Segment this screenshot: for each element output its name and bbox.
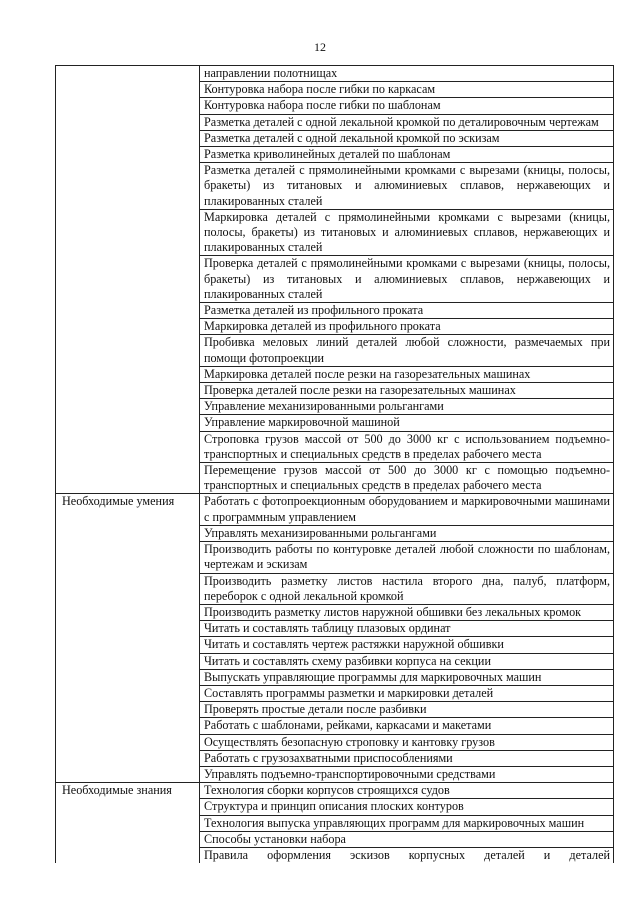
- section-item: Проверять простые детали после разбивки: [200, 702, 614, 718]
- section-item: Составлять программы разметки и маркировки деталей: [200, 685, 614, 701]
- section-item: Пробивка меловых линий деталей любой сложности, размечаемых при помощи фотопроекции: [200, 335, 614, 366]
- table-row: [56, 494, 614, 525]
- section-item: Производить разметку листов настила второго дна, палуб, платформ, переборок с одной лекальной кромкой: [200, 573, 614, 604]
- section-item: Управление механизированными рольгангами: [200, 399, 614, 415]
- section-item: Проверка деталей после резки на газорезательных машинах: [200, 383, 614, 399]
- section-item: Выпускать управляющие программы для маркировочных машин: [200, 669, 614, 685]
- section-item: Читать и составлять таблицу плазовых ординат: [200, 621, 614, 637]
- table-row: [56, 66, 614, 82]
- section-category: [56, 66, 200, 494]
- section-item: Читать и составлять чертеж растяжки наружной обшивки: [200, 637, 614, 653]
- table-row: [56, 783, 614, 799]
- section-item: Работать с грузозахватными приспособлениями: [200, 750, 614, 766]
- section-item: Разметка деталей с одной лекальной кромкой по эскизам: [200, 130, 614, 146]
- section-item: Структура и принцип описания плоских контуров: [200, 799, 614, 815]
- section-category: Необходимые знания: [56, 783, 200, 864]
- section-item: Разметка криволинейных деталей по шаблонам: [200, 147, 614, 163]
- section-item: Производить разметку листов наружной обшивки без лекальных кромок: [200, 604, 614, 620]
- section-item: Маркировка деталей после резки на газорезательных машинах: [200, 366, 614, 382]
- section-item: Управление маркировочной машиной: [200, 415, 614, 431]
- section-item: Работать с фотопроекционным оборудованием и маркировочными машинами с программным управлением: [200, 494, 614, 525]
- section-item: Управлять механизированными рольгангами: [200, 525, 614, 541]
- section-item: Технология сборки корпусов строящихся судов: [200, 783, 614, 799]
- section-item: Контуровка набора после гибки по шаблонам: [200, 98, 614, 114]
- section-item: Разметка деталей с одной лекальной кромкой по деталировочным чертежам: [200, 114, 614, 130]
- section-item: Маркировка деталей с прямолинейными кромками с вырезами (кницы, полосы, бракеты) из титановых и алюминиевых сплавов, нержавеющих и плакированных сталей: [200, 209, 614, 256]
- section-item: Правила оформления эскизов корпусных деталей и деталей: [200, 847, 614, 863]
- section-item: Строповка грузов массой от 500 до 3000 кг с использованием подъемно-транспортных и специальных средств в пределах рабочего места: [200, 431, 614, 462]
- page-number: 12: [314, 40, 326, 54]
- section-item: Контуровка набора после гибки по каркасам: [200, 82, 614, 98]
- section-item: Маркировка деталей из профильного проката: [200, 319, 614, 335]
- section-item: Разметка деталей из профильного проката: [200, 303, 614, 319]
- section-item: Перемещение грузов массой от 500 до 3000 кг с помощью подъемно-транспортных и специальных средств в пределах рабочего места: [200, 463, 614, 494]
- section-item: Технология выпуска управляющих программ для маркировочных машин: [200, 815, 614, 831]
- section-item: Осуществлять безопасную строповку и кантовку грузов: [200, 734, 614, 750]
- section-item: Проверка деталей с прямолинейными кромками с вырезами (кницы, полосы, бракеты) из титановых и алюминиевых сплавов, нержавеющих и плакированных сталей: [200, 256, 614, 303]
- section-item: Управлять подъемно-транспортировочными средствами: [200, 766, 614, 782]
- competency-table: [55, 65, 614, 863]
- section-item: Читать и составлять схему разбивки корпуса на секции: [200, 653, 614, 669]
- section-item: направлении полотнищах: [200, 66, 614, 82]
- section-category: Необходимые умения: [56, 494, 200, 783]
- section-item: Работать с шаблонами, рейками, каркасами и макетами: [200, 718, 614, 734]
- section-item: Способы установки набора: [200, 831, 614, 847]
- section-item: Разметка деталей с прямолинейными кромками с вырезами (кницы, полосы, бракеты) из титановых и алюминиевых сплавов, нержавеющих и плакированных сталей: [200, 163, 614, 210]
- section-item: Производить работы по контуровке деталей любой сложности по шаблонам, чертежам и эскизам: [200, 542, 614, 573]
